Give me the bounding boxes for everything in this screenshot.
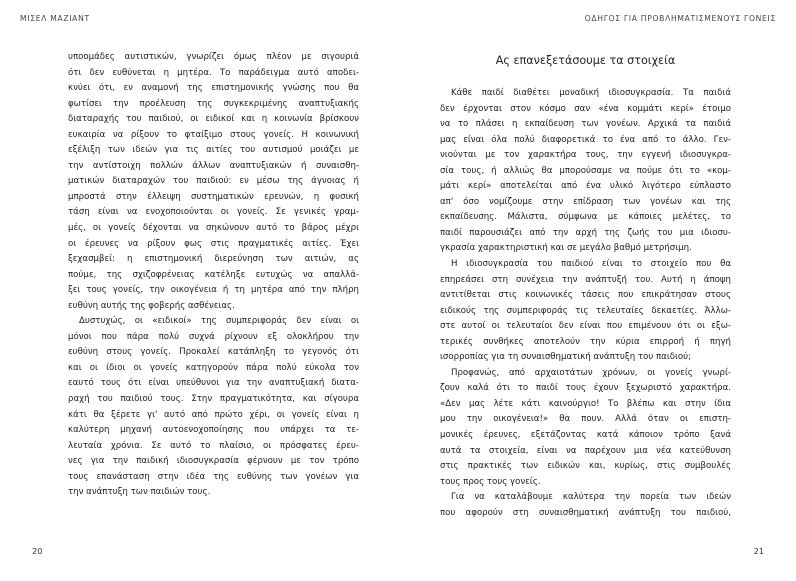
text-line: στις πρακτικές των ειδικών και, κυρίως, στις συμβουλές	[440, 461, 731, 472]
text-line: κάτι θα ξέρετε γι' αυτό από πρώτο χέρι, οι γονείς είναι η	[68, 409, 359, 420]
text-line: Κάθε παιδί διαθέτει μοναδική ιδιοσυγκρασία. Τα παιδιά	[451, 88, 731, 98]
text-line: εαυτό τους ότι είναι υπεύθυνοι για την αναπτυξιακή διατα-	[68, 378, 359, 389]
text-line: ζουν καλά ότι το παιδί τους έχουν ξεχωριστό χαρακτήρα.	[440, 383, 731, 394]
text-line: «Δεν μας λέτε κάτι καινούργιο! Το βλέπω και στην ίδια	[440, 398, 731, 409]
text-line: μονικές έρευνες, εξετάζοντας κατά κάποιον τρόπο ξανά	[440, 430, 731, 441]
text-line: γκρασία χαρακτηριστική και σε μεγάλο βαθμό μετρήσιμη.	[440, 243, 692, 254]
text-line: αντιτίθεται στις κοινωνικές τάσεις που επικράτησαν στους	[440, 290, 731, 301]
section-heading: Ας επανεξετάσουμε τα στοιχεία	[495, 54, 676, 67]
text-line: απ' όσο νομίζουμε στην επίδραση των γονέων και της	[440, 196, 731, 207]
text-line: κνύει ότι, εν αναμονή της επιστημονικής γνώσης που θα	[68, 83, 359, 94]
text-line: πούμε, της σχιζοφρένειας κατέληξε ευτυχώς να απαλλά-	[68, 269, 359, 280]
text-line: Δυστυχώς, οι «ειδικοί» της συμπεριφοράς δεν είναι οι	[79, 316, 359, 327]
text-line: νιούνται με τον χαρακτήρα τους, την εγγενή ιδιοσυγκρα-	[440, 150, 731, 161]
running-head-author: ΜΙΣΕΛ ΜΑΖΙΑΝΤ	[20, 14, 90, 23]
text-line: παιδί παρουσιάζει από την αρχή της ζωής του μια ιδιοσυ-	[440, 227, 731, 238]
text-line: Για να καταλάβουμε καλύτερα την πορεία των ιδεών	[451, 492, 731, 503]
right-page	[398, 0, 796, 581]
text-line: ξει τους γονείς, την οικογένεια ή τη μητέρα από την πλήρη	[68, 285, 359, 296]
running-head-title: ΟΔΗΓΟΣ ΓΙΑ ΠΡΟΒΛΗΜΑΤΙΣΜΕΝΟΥΣ ΓΟΝΕΙΣ	[584, 14, 776, 23]
text-line: στε αυτοί οι τελευταίοι δεν είναι που επιμένουν ότι οι εξω-	[440, 321, 731, 332]
text-line: τους προς τους γονείς.	[440, 476, 541, 487]
body-text	[68, 50, 359, 501]
text-line: ειδικούς της συμπεριφοράς τις τελευταίες δεκαετίες. Άλλω-	[440, 305, 731, 316]
text-line: υποομάδες αυτιστικών, γνωρίζει όμως πλέον με σιγουριά	[68, 52, 359, 62]
text-line: οι έρευνες να ρίξουν φως στις πραγματικές αιτίες. Έχει	[68, 238, 359, 249]
text-line: ευθύνη στους γονείς. Προκαλεί κατάπληξη το γεγονός ότι	[68, 347, 359, 358]
text-line: φωτίσει την προέλευση της συγκεκριμένης αναπτυξιακής	[68, 98, 359, 109]
text-line: μάτι κερί» αποτελείται από ένα υλικό λιγότερο εύπλαστο	[440, 181, 731, 192]
body-text	[440, 50, 731, 521]
text-line: δεν έρχονται στον κόσμο σαν «ένα κομμάτι κερί» έτοιμο	[440, 103, 731, 114]
text-line: διαταραχής του παιδιού, οι ειδικοί και η κοινωνία βρίσκουν	[68, 114, 359, 125]
text-line: και οι ίδιοι οι γονείς κατηγορούν πάρα πολύ εύκολα τον	[68, 362, 359, 373]
text-line: τάση είναι να ενοχοποιούνται οι γονείς. Σε γενικές γραμ-	[68, 207, 359, 218]
text-line: αυτά τα στοιχεία, είναι να παρέχουν μια νέα κατεύθυνση	[440, 445, 731, 456]
text-line: ξεχασμβεί: η επιστημονική διερεύνηση των αιτιών, ας	[68, 254, 359, 265]
text-line: νες για την παιδική ιδιοσυγκρασία φέρνουν με τον τρόπο	[68, 456, 359, 467]
text-line: ραχή του παιδιού τους. Στην πραγματικότητα, και σίγουρα	[68, 394, 359, 405]
text-line: εξέλιξη των ιδεών για τις αιτίες του αυτισμού μοιάζει με	[68, 145, 359, 156]
text-line: καλύτερη μηχανή αυτοενοχοποίησης που υπάρχει τα τε-	[68, 425, 359, 436]
text-line: την ανάπτυξη των παιδιών τους.	[68, 487, 211, 498]
text-line: Η ιδιοσυγκρασία του παιδιού είναι το στοιχείο που θα	[451, 259, 731, 270]
text-line: σία τους, ή αλλιώς θα μπορούσαμε να πούμε ότι το «κομ-	[440, 165, 731, 176]
text-line: εκπαίδευσης. Μάλιστα, σύμφωνα με κάποιες μελέτες, το	[440, 212, 731, 223]
text-line: μόνοι που πάρα πολύ συχνά ρίχνουν εξ ολοκλήρου την	[68, 331, 359, 342]
text-line: μου την οικογένεια!» θα πουν. Αλλά όταν οι επιστη-	[440, 414, 731, 425]
text-line: λευταία χρόνια. Σε αυτό το πλαίσιο, οι πρόσφατες έρευ-	[68, 440, 359, 451]
text-line: επηρεάσει στη συνέχεια την ανάπτυξή του. Αυτή η άποψη	[440, 274, 731, 285]
text-line: που αφορούν στη συναισθηματική ανάπτυξη του παιδιού,	[440, 507, 731, 518]
text-line: μπροστά στην έλλειψη συστηματικών ερευνών, η φυσική	[68, 191, 359, 202]
text-line: ότι δεν ευθύνεται η μητέρα. Το παράδειγμα αυτό αποδει-	[68, 67, 359, 78]
text-line: μας είναι όλα πολύ διαφορετικά το ένα από το άλλο. Γεν-	[440, 134, 731, 145]
text-line: ισορροπίας για τη συναισθηματική ανάπτυξη του παιδιού;	[440, 352, 692, 363]
text-line: Προφανώς, από αρχαιοτάτων χρόνων, οι γονείς γνωρί-	[451, 367, 731, 378]
text-line: μές, οι γονείς δέχονται να σηκώνουν αυτό το βάρος μέχρι	[68, 223, 359, 234]
text-line: την αντίστοιχη πολλών άλλων αναπτυξιακών ή συναισθη-	[68, 160, 359, 171]
page-number: 21	[753, 546, 764, 556]
text-line: ευκαιρία να ρίξουν το φταίξιμο στους γονείς. Η κοινωνική	[68, 129, 359, 140]
text-line: τους επανάσταση στην ιδέα της ευθύνης των γονέων για	[68, 471, 359, 482]
text-line: ευθύνη αυτής της φοβερής ασθένειας.	[68, 300, 235, 311]
text-line: να το πλάσει η εκπαίδευση των γονέων. Αρχικά τα παιδιά	[440, 119, 731, 130]
text-line: τερικές συνθήκες αποτελούν την κύρια επιρροή ή πηγή	[440, 336, 731, 347]
text-line: ματικών διαταραχών του παιδιού: εν μέσω της άγνοιας ή	[68, 176, 359, 187]
page-number: 20	[32, 546, 43, 556]
